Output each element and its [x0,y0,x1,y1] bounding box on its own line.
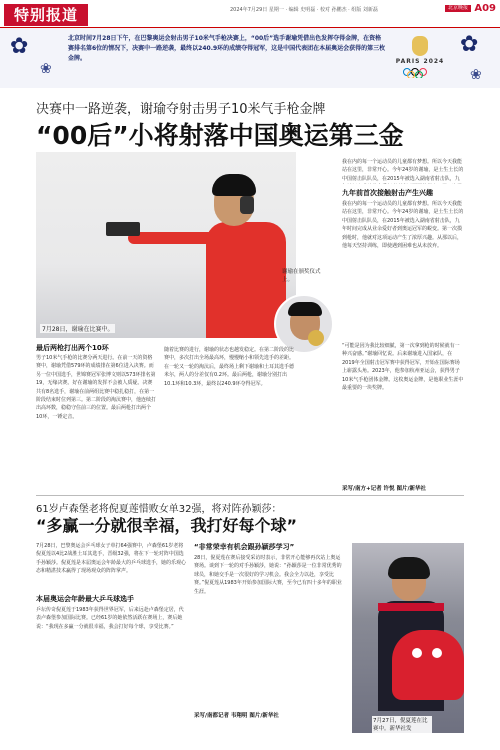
section-tag: 特别报道 [4,4,88,26]
paris-2024-logo [392,36,448,80]
mascot-eye-icon [432,648,442,658]
story2-column-1: 7月28日，巴黎奥运会乒乓球女子单打64强赛中，卢森堡61岁老将倪夏莲以4比2战胜土耳其选手，晋级32强，将在下一轮对阵中国选手孙颖莎。倪夏莲是本届奥运会年龄最大的乒乓球选手，她的乐观心态和精湛技术赢得了现场观众的阵阵掌声。 [36,543,186,575]
story2-kicker: 61岁卢森堡老将倪夏莲惜败女单32强，将对阵孙颖莎： [36,504,282,515]
paris-logo-text: PARIS 2024 [395,58,445,65]
table-tennis-photo-caption: 7月27日，倪夏莲在比赛中。新华社发 [372,716,432,734]
gold-medal-icon [308,330,324,346]
shooter-photo-caption: 7月28日，谢瑜在比赛中。 [42,326,114,333]
section-divider [36,495,464,496]
header-badge: 北京晚报 [445,5,471,12]
decorative-flower-icon: ❀ [40,61,52,77]
player-shirt-stripe [378,603,444,611]
decorative-flower-icon: ✿ [10,34,29,59]
olympic-mascot-icon [392,630,464,700]
pistol-icon [106,222,140,236]
header-meta: 2024年7月29日 星期一 · 编辑 史明磊 · 校对 孙鹏杰 · 组版 刘新磊 [230,7,378,13]
decorative-flower-icon: ✿ [460,32,479,57]
story1-column-2: 随着比赛的进行，谢瑜的状态也越发稳定。在第二阶段的比赛中，多次打出全场最高环，慢慢缩小和领先选手的差距。在一轮又一轮的淘汰后，最终场上剩下谢瑜和土耳其选手德米尔，两人的分差仅有0.2环。最后两枪，谢瑜分别打出10.1环和10.3环，最终以240.9环夺得冠军。 [164,347,294,387]
story2-column-2: 28日，倪夏莲在赛后接受采访时表示，非常开心能够再次站上奥运赛场。谈到下一轮的对手孙颖莎，她说：“孙颖莎是一位非常优秀的球员，和她交手是一次很好的学习机会。我会全力以赴，享受比赛。”倪夏莲从1983年开始参加国际大赛，至今已有四十多年的职业生涯。 [194,555,342,595]
inset-photo-caption: 谢瑜在颁奖仪式上。 [282,269,321,283]
story1-column-3: 我在内的每一个运动员的儿童都有梦想。所以今天我能站在这里，非常开心。今年24岁的谢瑜，是土生土长的中国射击队队员，在2015年被选入湖南省射击队，九年时间完成从业余爱好者到奥运冠军的蜕变。第一次摸到枪时，他就对这项运动产生了浓厚兴趣。从那以后，他每天坚持训练，即使遇到困难也从未放弃。 [342,201,464,250]
olympic-rings-icon [402,68,438,78]
story2-subhead-1: 本届奥运会年龄最大乒乓球选手 [36,595,134,603]
intro-text: 北京时间7月28日下午，在巴黎奥运会射击男子10米气手枪决赛上，“00后”选手谢瑜凭借出色发挥夺得金牌，在资格赛排名第6位的情况下，决赛中一路逆袭，最终以240.9环的成绩夺得冠军，这是中国代表团在本届奥运会获得的第三枚金牌。 [68,35,386,62]
inset-hair [288,302,322,316]
mascot-eye-icon [412,648,422,658]
story1-byline: 采写/南方+记者 许悦 图片/新华社 [342,486,426,492]
story1-column-3b: “可能是因为我比较细腻，第一次拿到枪的时候就有一种兴奋感。”谢瑜回忆说。后来谢瑜进入国家队，在2019年全国射击冠军赛中获得冠军，开始在国际赛场上崭露头角。2023年，他参加杭州亚运会，获得男子10米气手枪团体金牌。这枚奥运金牌，是他职业生涯中最重要的一块奖牌。 [342,343,464,392]
story2-byline: 采写/南都记者 韦翔明 图片/新华社 [194,713,279,719]
story1-subhead-1: 最后两枪打出两个10环 [36,344,109,352]
earmuff-icon [240,196,254,214]
paris-flame-icon [412,36,428,56]
player-hair [388,557,430,579]
shooter-hair [212,174,256,196]
masthead [0,0,500,28]
story1-column-3-top: 我在内的每一个运动员的儿童都有梦想。所以今天我能站在这里，非常开心。今年24岁的谢瑜，是土生土长的中国射击队队员，在2015年被选入湖南省射击队，九 [342,159,464,182]
shooter-photo [36,152,296,338]
story2-column-1b: 乒坛传奇倪夏莲于1983年获得世界冠军，后来远赴卢森堡定居，代表卢森堡参加国际比赛。已经61岁的她依然活跃在赛场上，赛后她说：“我现在多赢一分就很幸福，我会打好每个球，享受比赛。” [36,607,184,630]
medal-inset-photo [274,294,334,354]
story2-headline: “多赢一分就很幸福，我打好每个球” [36,516,298,535]
decorative-flower-icon: ❀ [470,67,482,83]
story1-kicker: 决赛中一路逆袭，谢瑜夺射击男子10米气手枪金牌 [36,102,326,117]
story1-subhead-2: 九年前首次接触射击产生兴趣 [342,189,433,197]
story2-subhead-2: “非常荣幸有机会跟孙颖莎学习” [194,543,295,551]
story1-headline: “00后”小将射落中国奥运第三金 [36,121,404,150]
page-number: A09 [474,3,496,14]
story1-column-1: 男子10米气手枪的比赛分两天进行。在前一天的资格赛中，谢瑜凭借579环的成绩排在第6位进入决赛。而另一位中国选手，世锦赛冠军张博文则以573环排名第19，无缘决赛。好在谢瑜的发挥不会被人质疑。决赛共有8名选手，谢瑜在前两组比赛中稳扎稳打，在第一阶段结束时位列第三。第二阶段的淘汰赛中，他连续打出高环数，稳稳守住前三的位置。最后两枪打出两个10环，一锤定音。 [36,355,156,420]
